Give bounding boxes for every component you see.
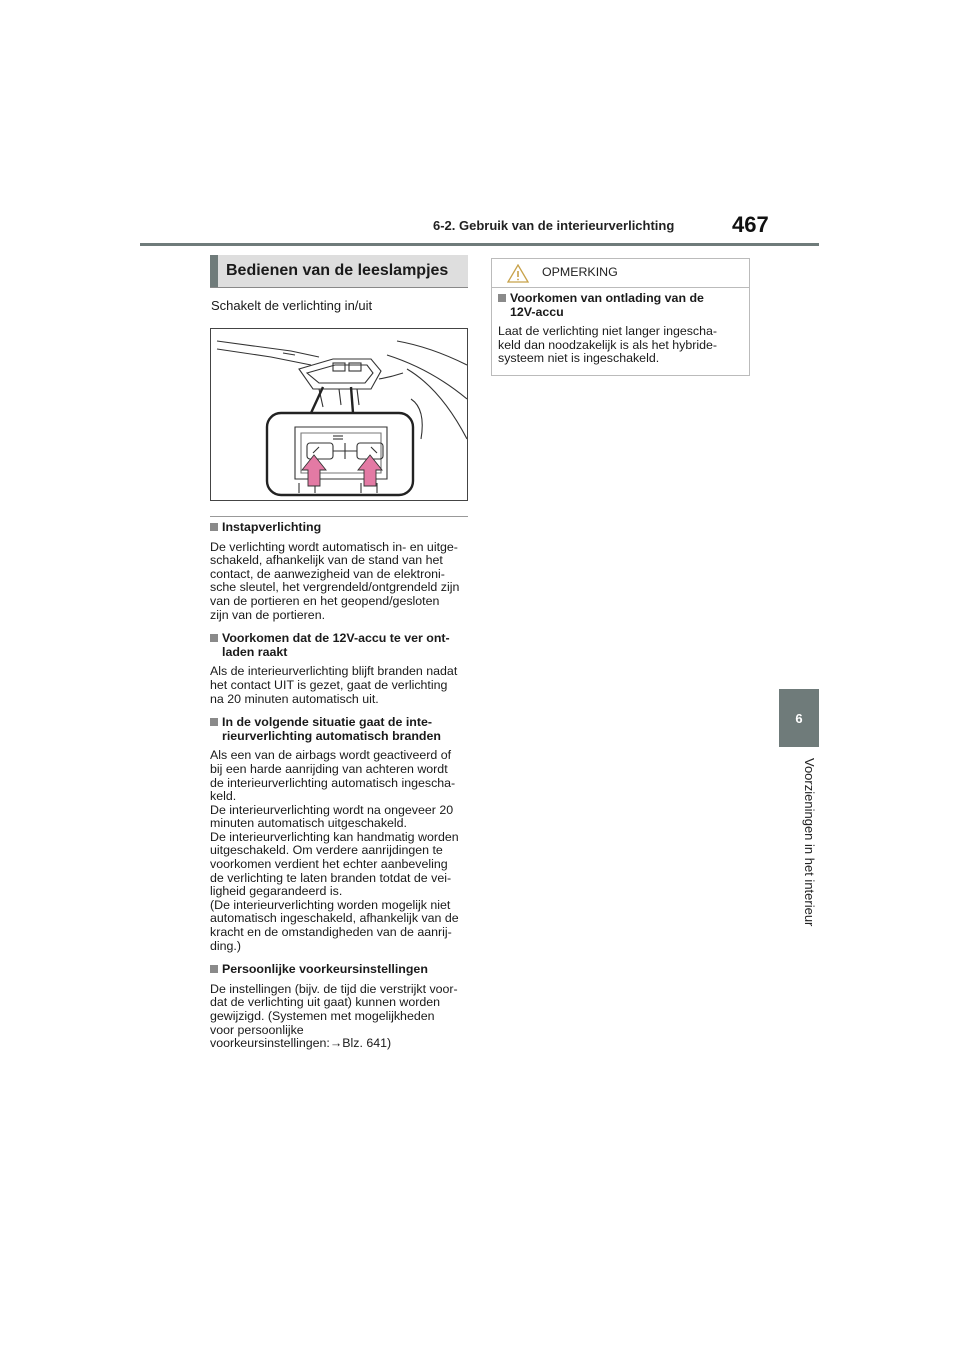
paragraph: Als de interieurverlichting blijft branden nadat het contact UIT is gezet, gaat de verlichting na 20 minuten automatisch uit.: [210, 664, 458, 706]
sub-heading: In de volgende situatie gaat de inte- rieurverlichting automatisch branden: [210, 716, 468, 743]
notice-body: [492, 288, 749, 366]
paragraph: De instellingen (bijv. de tijd die verstrijkt voor- dat de verlichting uit gaat) kunnen worden gewijzigd. (Systemen met mogelijkheden voor persoonlijke voorkeursinstellingen:→Blz. 641): [210, 981, 458, 1051]
section-voorkeursinstellingen: [210, 963, 468, 1051]
chapter-tab[interactable]: [779, 689, 819, 747]
notice-text: Laat de verlichting niet langer ingescha- keld dan noodzakelijk is als het hybride- systeem niet is ingeschakeld.: [498, 324, 718, 366]
section-heading: [210, 255, 468, 287]
sub-heading: Instapverlichting: [210, 521, 468, 535]
chapter-number: 6: [795, 710, 803, 726]
square-bullet-icon: [210, 718, 218, 726]
section-heading-text: Bedienen van de leeslampjes: [226, 262, 449, 279]
heading-rule: [210, 287, 468, 288]
overhead-console-drawing: [211, 329, 467, 500]
square-bullet-icon: [210, 634, 218, 642]
section-instapverlichting: [210, 521, 468, 622]
reading-lamp-illustration: [210, 328, 468, 501]
section-accu: [210, 632, 468, 706]
section-aanrijding: [210, 716, 468, 953]
square-bullet-icon: [498, 294, 506, 302]
notice-header: [492, 259, 749, 288]
paragraph: De verlichting wordt automatisch in- en uitge- schakeld, afhankelijk van de stand van het contact, de aanwezigheid van de elektroni- sche sleutel, het vergrendeld/ontgrendeld zijn van de portieren en het geopend/gesloten zijn van de portieren.: [210, 539, 460, 622]
square-bullet-icon: [210, 965, 218, 973]
header-section-title: 6-2. Gebruik van de interieurverlichting: [433, 218, 675, 233]
figure-rule: [210, 516, 468, 517]
notice-title: OPMERKING: [542, 265, 618, 279]
header-rule: [140, 243, 819, 246]
sub-heading: Voorkomen dat de 12V-accu te ver ont- laden raakt: [210, 632, 468, 659]
paragraph: Als een van de airbags wordt geactiveerd of bij een harde aanrijding van achteren wordt de interieurverlichting automatisch ingescha- keld. De interieurverlichting wordt na ongeveer 20 minuten automatisch uitgeschakeld. De interieurverlichting kan handmatig worden uitgeschakeld. Om verdere aanrijdingen te voorkomen verdient het echter aanbeveling de verlichting te laten branden totdat de vei- ligheid gegarandeerd is. (De interieurverlichting worden mogelijk niet automatisch ingeschakeld, afhankelijk van de kracht en de omstandigheden van de aanrij- ding.): [210, 748, 459, 953]
notice-subtitle: Voorkomen van ontlading van de 12V-accu: [498, 292, 743, 319]
page-number: 467: [732, 212, 769, 237]
notice-box: [491, 258, 750, 376]
left-column-notes: [210, 521, 468, 1057]
intro-text: Schakelt de verlichting in/uit: [211, 298, 373, 313]
warning-triangle-icon: [507, 264, 529, 283]
sub-heading: Persoonlijke voorkeursinstellingen: [210, 963, 468, 977]
chapter-label: Voorzieningen in het interieur: [802, 758, 817, 927]
square-bullet-icon: [210, 523, 218, 531]
